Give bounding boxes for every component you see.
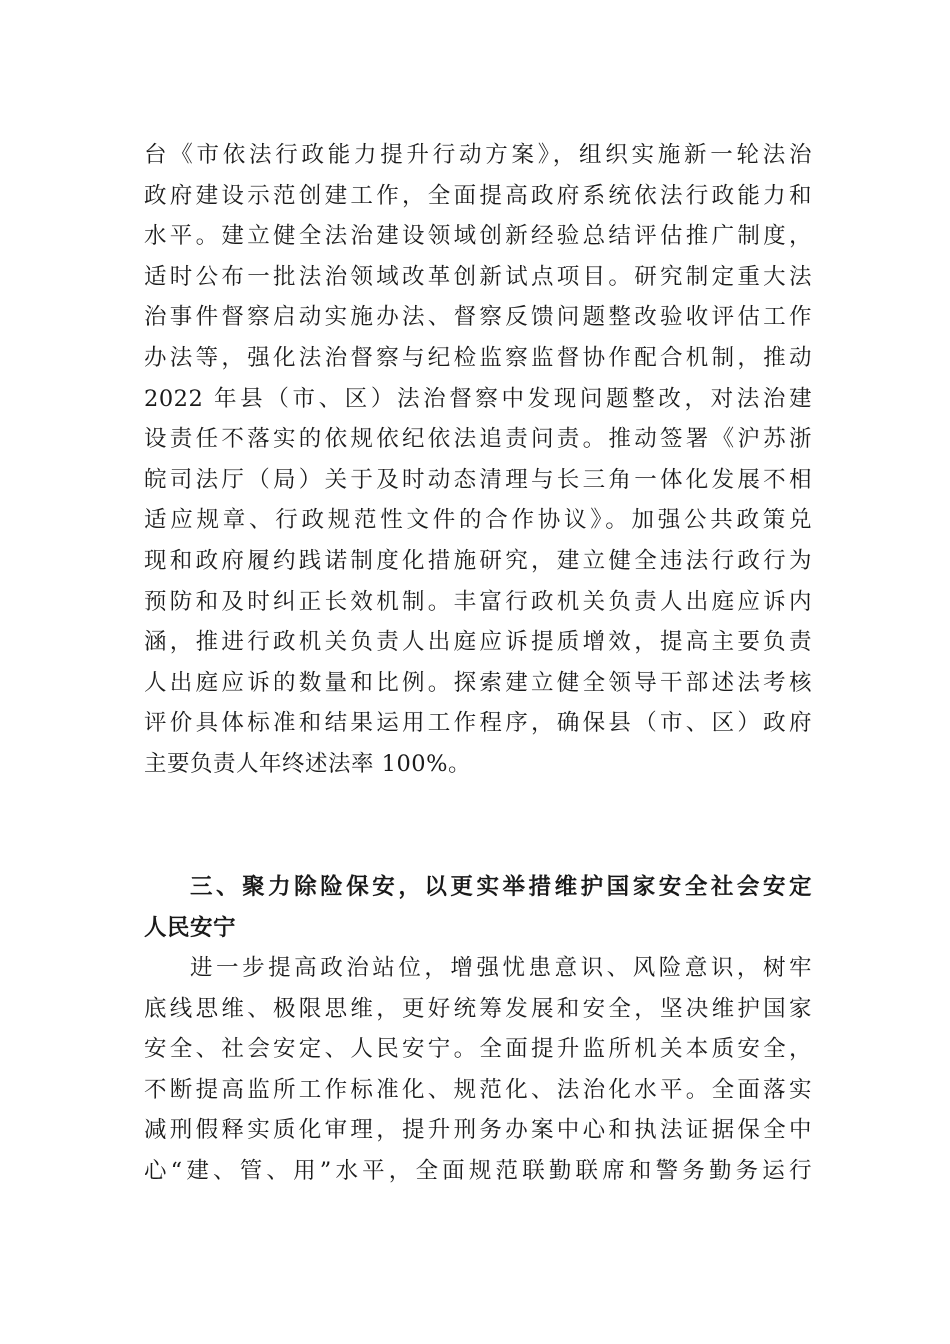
text-line: 治事件督察启动实施办法、督察反馈问题整改验收评估工作 bbox=[144, 304, 812, 331]
body-paragraph-2 bbox=[144, 948, 812, 1192]
text-line: 减刑假释实质化审理，提升刑务办案中心和执法证据保全中 bbox=[144, 1117, 812, 1144]
text-line: 底线思维、极限思维，更好统筹发展和安全，坚决维护国家 bbox=[144, 995, 812, 1022]
text-line: 评价具体标准和结果运用工作程序，确保县（市、区）政府 bbox=[144, 710, 812, 737]
text-line: 不断提高监所工作标准化、规范化、法治化水平。全面落实 bbox=[144, 1076, 812, 1103]
text-line: 办法等，强化法治督察与纪检监察监督协作配合机制，推动 bbox=[144, 344, 812, 371]
section-heading bbox=[144, 867, 812, 948]
text-line: 设责任不落实的依规依纪依法追责问责。推动签署《沪苏浙 bbox=[144, 426, 812, 453]
body-paragraph-1 bbox=[144, 135, 812, 785]
text-line: 皖司法厅（局）关于及时动态清理与长三角一体化发展不相 bbox=[144, 466, 812, 493]
text-line: 台《市依法行政能力提升行动方案》，组织实施新一轮法治 bbox=[144, 142, 812, 168]
text-line: 进一步提高政治站位，增强忧患意识、风险意识，树牢 bbox=[190, 955, 812, 981]
text-line: 水平。建立健全法治建设领域创新经验总结评估推广制度， bbox=[144, 223, 812, 250]
text-line: 适时公布一批法治领域改革创新试点项目。研究制定重大法 bbox=[144, 263, 812, 290]
text-line: 安全、社会安定、人民安宁。全面提升监所机关本质安全， bbox=[144, 1036, 812, 1063]
text-line: 适应规章、行政规范性文件的合作协议》。加强公共政策兑 bbox=[144, 507, 812, 534]
text-line: 预防和及时纠正长效机制。丰富行政机关负责人出庭应诉内 bbox=[144, 588, 812, 615]
text-line: 2022 年县（市、区）法治督察中发现问题整改，对法治建 bbox=[144, 385, 812, 412]
text-line: 涵，推进行政机关负责人出庭应诉提质增效，提高主要负责 bbox=[144, 629, 812, 656]
heading-line: 三、聚力除险保安，以更实举措维护国家安全社会安定 bbox=[190, 874, 812, 900]
text-line: 人出庭应诉的数量和比例。探索建立健全领导干部述法考核 bbox=[144, 669, 812, 696]
text-line: 主要负责人年终述法率 100%。 bbox=[144, 750, 471, 777]
text-line: 政府建设示范创建工作，全面提高政府系统依法行政能力和 bbox=[144, 182, 812, 209]
heading-line: 人民安宁 bbox=[144, 914, 237, 941]
text-line: 现和政府履约践诺制度化措施研究，建立健全违法行政行为 bbox=[144, 547, 812, 574]
text-line: 心“建、管、用”水平，全面规范联勤联席和警务勤务运行 bbox=[144, 1157, 812, 1184]
